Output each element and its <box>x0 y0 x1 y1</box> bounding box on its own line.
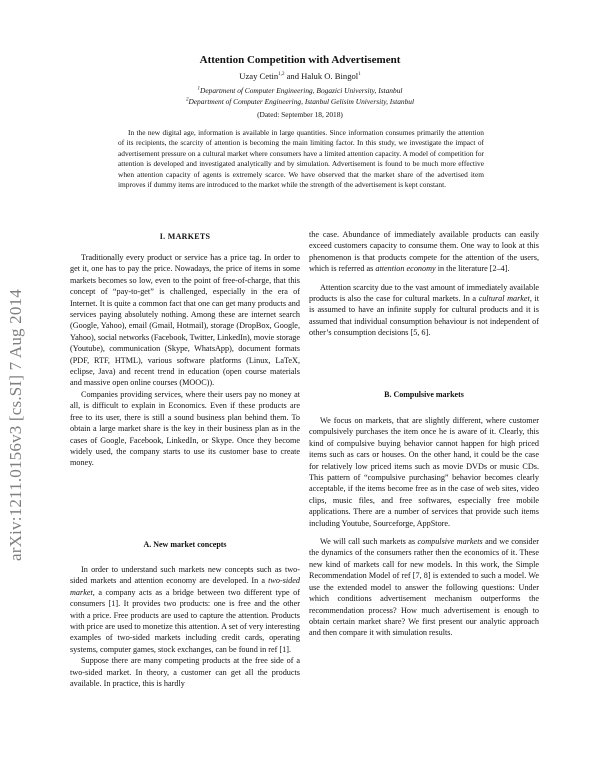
abstract: In the new digital age, information is available in large quantities. Since information consumes primarily the attention of its recipients, the scarcity of attention is becoming the main limiting factor. In this study, we investigate the impact of advertisement pressure on a cultural market where consumers have a limited attention capacity. A model of competition for attention is developed and investigated analytically and by simulation. Advertisement is found to be much more effective when attention capacity of agents is extremely scarce. We have observed that the market share of the advertised item improves if dummy items are introduced to the market while the strength of the advertisement is kept constant. <box>118 128 484 190</box>
affiliation-1-number: 1 <box>197 86 201 92</box>
paragraph <box>309 282 539 339</box>
right-column-top <box>309 229 539 339</box>
affiliation-2 <box>0 97 600 106</box>
text: In order to understand such markets new concepts such as two-sided markets and attention economy are developed. In a <box>70 565 300 586</box>
text: , it is assumed to have an infinite supply for cultural products and it is assumed that individual consumption behaviour is not independent of other’s consumption decisions [5, 6]. <box>309 294 539 338</box>
affiliation-2-text: Department of Computer Engineering, Istanbul Gelisim University, Istanbul <box>188 97 415 106</box>
section-heading-markets: I. MARKETS <box>159 232 211 241</box>
text: Attention scarcity due to the vast amount of immediately available products is also the case for cultural markets. In a <box>309 282 539 304</box>
affiliation-2-number: 2 <box>185 97 189 103</box>
author-line <box>0 71 600 81</box>
subsection-heading-compulsive-markets: B. Compulsive markets <box>384 390 464 399</box>
text: and we consider the dynamics of the consumers rather then the economics of it. These new kind of markets call for new models. In this work, the Simple Recommendation Model of ref [7, 8] is extended to such a model. We use the extended model to answer the following questions: Under which conditions advertisement mechanism outperforms the recommendation process? How much advertisement is enough to obtain certain market share? We first present our analytic approach and then compare it with simulation results. <box>309 537 539 638</box>
author-affil-marker: 1,2 <box>278 72 285 78</box>
text: We will call such markets as <box>320 537 418 547</box>
paragraph: Suppose there are many competing products at the free side of a two-sided market. In theory, a customer can get all the products available. In practice, this is hardly <box>70 656 300 689</box>
emphasis: attention economy <box>375 264 436 274</box>
text: the case. Abundance of immediately available products can easily exceed customers capacity to consume them. One way to look at this phenomenon is that products compete for the attention of the users, which is referred as <box>309 230 539 274</box>
paragraph <box>70 564 300 655</box>
author-names-2: and Haluk O. Bingol <box>284 71 359 81</box>
emphasis: compulsive markets <box>417 537 483 547</box>
affiliation-1 <box>0 86 600 95</box>
author-names: Uzay Cetin <box>239 71 279 81</box>
paper-title: Attention Competition with Advertisement <box>199 54 401 66</box>
text: , a company acts as a bridge between two different type of consumers [1]. It provides two products: one is free and the other with a price. Free products are used to capture the attention. Products with price are used to monetize this attention. A set of very interesting examples of two-sided markets including credit cards, operating systems, computer games, stock exchanges, can be found in ref [1]. <box>70 587 300 654</box>
right-column-compulsive <box>309 415 539 639</box>
date-line: (Dated: September 18, 2018) <box>257 110 343 119</box>
left-column-intro <box>70 252 300 469</box>
affiliation-1-text: Department of Computer Engineering, Bogazici University, Istanbul <box>200 86 403 95</box>
paragraph: Companies providing services, where their users pay no money at all, is difficult to explain in Economics. Even if these products are free to its user, there is still a sound business plan behind them. To obtain a large market share is the key in their business plan as in the cases of Google, Facebook, LinkedIn, or Skype. Once they become widely used, the company starts to use its customer base to create money. <box>70 389 300 468</box>
author-affil-marker-2: 1 <box>358 72 361 78</box>
emphasis: cultural market <box>478 294 530 304</box>
paragraph: Traditionally every product or service has a price tag. In order to get it, one has to pay the price. Nowadays, the price of items in some markets becomes so low, even to the point of free-of-charge, that this concept of “pay-to-get” is challenged, especially in the era of Internet. It is quite a common fact that one can get many products and services paying absolutely nothing. Among these are internet search (Google, Yahoo), email (Gmail, Hotmail), storage (DropBox, Google, Yahoo), social networks (Facebook, Twitter, LinkedIn), movie storage (Youtube), communication (Skype, WhatsApp), document formats (PDF, RTF, HTML), various software platforms (Linux, LaTeX, eclipse, Java) and recent trend in education (open course materials and massive open online courses (MOOC)). <box>70 253 300 388</box>
subsection-heading-new-market-concepts: A. New market concepts <box>143 540 227 549</box>
paragraph: We focus on markets, that are slightly different, where customer compulsively purchases the item once he is aware of it. Clearly, this kind of compulsive buying behavior cannot happen for high priced items such as cars or houses. On the other hand, it could be the case for relatively low priced items such as movie DVDs or music CDs. This pattern of “compulsive purchasing” behavior becomes clearly acceptable, if the items become free as in the case of web sites, video clips, music files, and free softwares, especially free mobile applications. There are a number of services that provide such items including Youtube, Sourceforge, AppStore. <box>309 416 539 528</box>
emphasis: two-sided market <box>70 576 300 597</box>
arxiv-id: arXiv:1211.0156v3 [cs.SI] 7 Aug 2014 <box>6 289 25 561</box>
paragraph <box>309 536 539 639</box>
paragraph <box>309 229 539 275</box>
left-column-concepts <box>70 564 300 689</box>
text: in the literature [2–4]. <box>435 264 510 274</box>
